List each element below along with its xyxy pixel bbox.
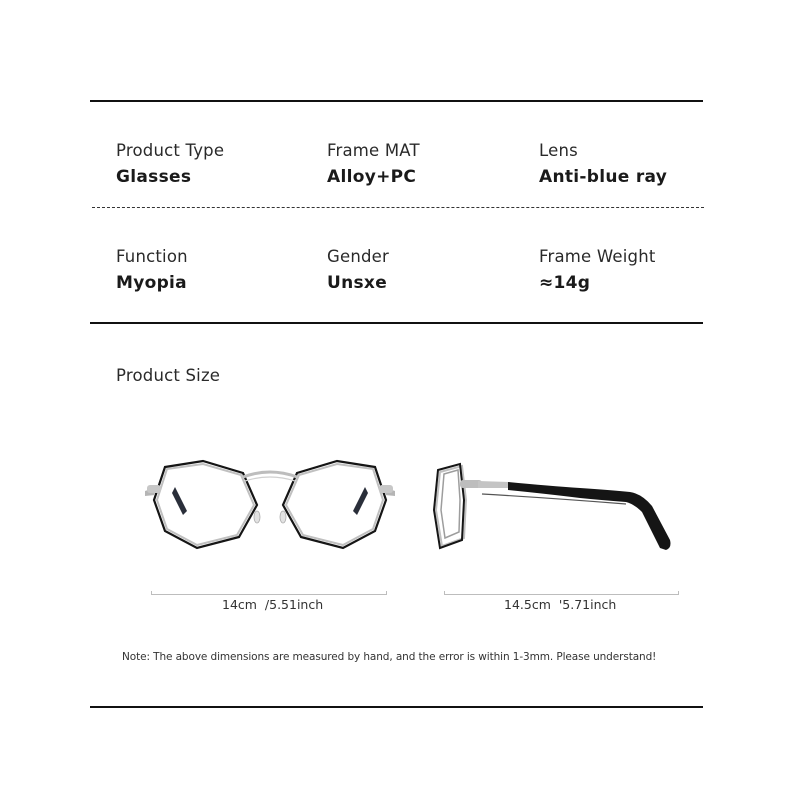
spec-label: Frame MAT — [327, 141, 420, 160]
side-dimension-label: 14.5cm '5.71inch — [504, 597, 617, 612]
spec-product-type — [116, 143, 316, 186]
spec-value: Myopia — [116, 272, 187, 293]
spec-label: Frame Weight — [539, 247, 656, 266]
side-dimension-line — [444, 594, 679, 595]
measurement-note: Note: The above dimensions are measured by hand, and the error is within 1-3mm. Please understand! — [122, 651, 657, 663]
spec-value: Alloy+PC — [327, 166, 417, 187]
spec-value: Unsxe — [327, 272, 388, 293]
spec-value: Anti-blue ray — [539, 166, 668, 187]
spec-gender — [327, 249, 527, 292]
spec-label: Function — [116, 247, 188, 266]
middle-divider — [90, 322, 703, 324]
spec-label: Lens — [539, 141, 578, 160]
spec-lens — [539, 143, 739, 186]
spec-value: Glasses — [116, 166, 192, 187]
spec-frame-weight — [539, 249, 739, 292]
top-divider — [90, 100, 703, 102]
front-dimension-label: 14cm /5.51inch — [222, 597, 324, 612]
glasses-side-illustration — [430, 460, 675, 560]
spec-label: Product Type — [116, 141, 225, 160]
spec-label: Gender — [327, 247, 390, 266]
spec-value: ≈14g — [539, 272, 591, 293]
spec-frame-material — [327, 143, 527, 186]
glasses-front-illustration — [145, 455, 395, 555]
product-size-title: Product Size — [116, 366, 221, 385]
bottom-divider — [90, 706, 703, 708]
front-dimension-line — [151, 594, 387, 595]
spec-function — [116, 249, 316, 292]
row-separator — [92, 207, 704, 208]
